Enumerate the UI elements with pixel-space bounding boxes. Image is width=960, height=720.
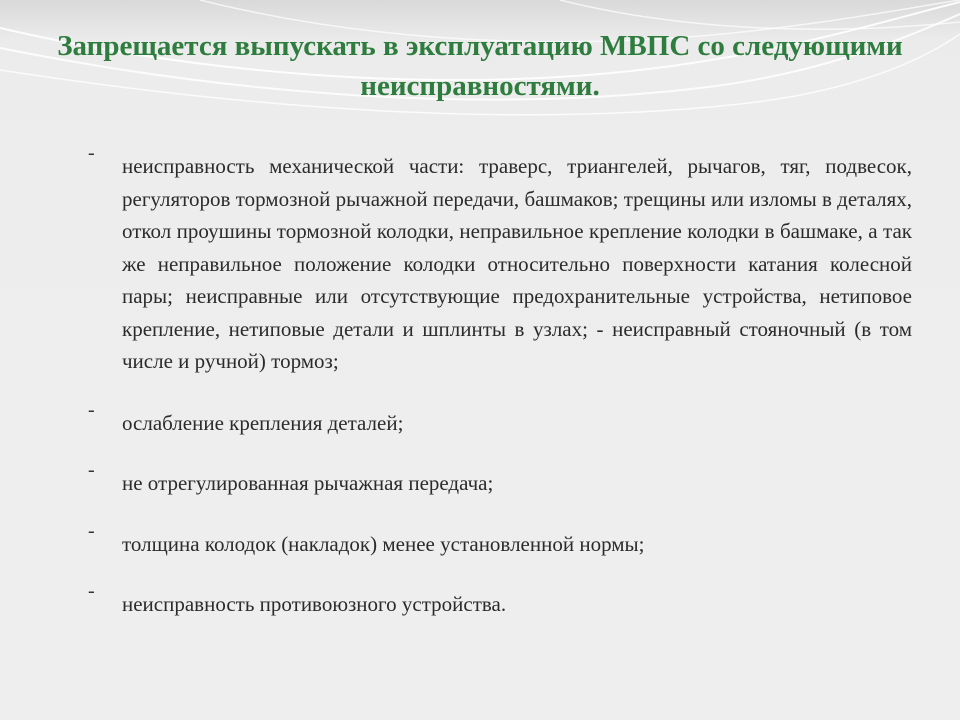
list-item-text: неисправность противоюзного устройства. [122, 592, 507, 616]
list-item [86, 459, 912, 500]
bullet-list [86, 142, 912, 621]
list-item [86, 398, 912, 440]
list-item [86, 580, 912, 621]
list-item-text: неисправность механической части: траверс, триангелей, рычагов, тяг, подвесок, регуляторов тормозной рычажной передачи, башмаков; трещины или изломы в деталях, откол проушины тормозной колодки, неправильное крепление колодки в башмаке, а так же неправильное положение колодки относительно поверхности катания колесной пары; неисправные или отсутствующие предохранительные устройства, нетиповое крепление, нетиповые детали и шплинты в узлах; - неисправный стояночный (в том числе и ручной) тормоз; [122, 154, 912, 373]
list-item-text: толщина колодок (накладок) менее установленной нормы; [122, 531, 645, 556]
list-item [86, 519, 912, 561]
slide-title: Запрещается выпускать в эксплуатацию МВПС со следующими неисправностями. [57, 30, 903, 102]
bullet-dash: - [88, 580, 95, 602]
bullet-dash: - [88, 459, 95, 481]
list-item-text: ослабление крепления деталей; [122, 410, 404, 435]
list-item-text: не отрегулированная рычажная передача; [122, 471, 494, 495]
bullet-dash: - [88, 398, 95, 421]
bullet-dash: - [88, 142, 95, 164]
list-item [86, 142, 912, 378]
bullet-dash: - [88, 519, 95, 542]
